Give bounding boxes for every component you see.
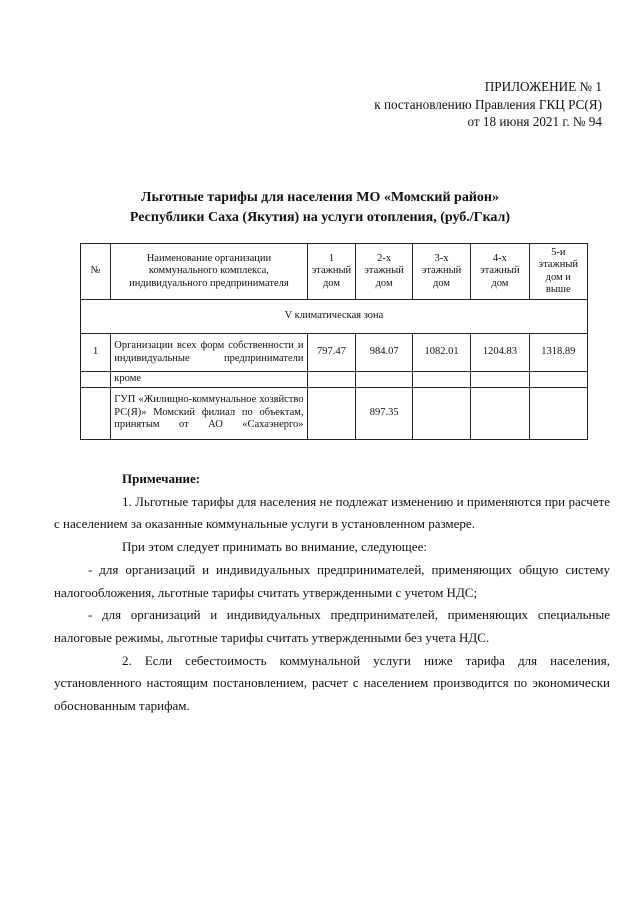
tariff-2-floor: 897.35 xyxy=(356,387,412,439)
header-2-floor: 2-х этажный дом xyxy=(356,244,412,300)
organization-name: ГУП «Жилищно-коммунальное хозяйство РС(Я)» Момский филиал по объектам, принятым от АО «Сахаэнерго» xyxy=(111,387,307,439)
header-1-floor: 1 этажный дом xyxy=(307,244,356,300)
title-line-1: Льготные тарифы для населения МО «Момский район» xyxy=(141,190,499,205)
table-header-row xyxy=(81,244,588,300)
appendix-reference: к постановлению Правления ГКЦ РС(Я) xyxy=(374,96,602,112)
note-paragraph: - для организаций и индивидуальных предпринимателей, применяющих общую систему налогообложения, льготные тарифы считать утвержденными с учетом НДС; xyxy=(54,561,610,600)
table-row xyxy=(81,387,588,439)
table-row xyxy=(81,372,588,388)
header-organization: Наименование организации коммунального комплекса, индивидуального предпринимателя xyxy=(111,244,307,300)
notes-section xyxy=(54,468,610,718)
appendix-title: ПРИЛОЖЕНИЕ № 1 xyxy=(484,79,602,94)
note-paragraph: При этом следует принимать во внимание, следующее: xyxy=(122,539,427,555)
climate-zone-label: V климатическая зона xyxy=(81,300,588,334)
header-5-floor: 5-и этажный дом и выше xyxy=(529,244,587,300)
appendix-header xyxy=(374,78,602,131)
title-line-2: Республики Саха (Якутия) на услуги отопления, (руб./Гкал) xyxy=(129,210,511,225)
appendix-date: от 18 июня 2021 г. № 94 xyxy=(467,114,602,129)
header-3-floor: 3-х этажный дом xyxy=(412,244,470,300)
header-4-floor: 4-х этажный дом xyxy=(471,244,529,300)
document-title xyxy=(0,188,640,228)
tariff-table xyxy=(80,243,588,440)
tariff-2-floor: 984.07 xyxy=(356,334,412,372)
note-paragraph: 2. Если себестоимость коммунальной услуги ниже тарифа для населения, установленного настоящим постановлением, расчет с населением производится по экономически обоснованным тарифам. xyxy=(54,652,610,714)
notes-heading: Примечание: xyxy=(122,471,201,486)
tariff-5-floor: 1318.89 xyxy=(529,334,587,372)
table-row xyxy=(81,334,588,372)
header-number: № xyxy=(81,244,111,300)
note-paragraph: - для организаций и индивидуальных предпринимателей, применяющих специальные налоговые режимы, льготные тарифы считать утвержденными без учета НДС. xyxy=(54,607,610,645)
note-paragraph: 1. Льготные тарифы для населения не подлежат изменению и применяются при расчете с населением за оказанные коммунальные услуги в установленном размере. xyxy=(54,493,610,532)
exception-label: кроме xyxy=(111,372,307,388)
climate-zone-row xyxy=(81,300,588,334)
organization-name: Организации всех форм собственности и индивидуальные предприниматели xyxy=(111,334,307,372)
tariff-1-floor: 797.47 xyxy=(307,334,356,372)
tariff-3-floor: 1082.01 xyxy=(412,334,470,372)
row-number: 1 xyxy=(81,334,111,372)
tariff-4-floor: 1204.83 xyxy=(471,334,529,372)
